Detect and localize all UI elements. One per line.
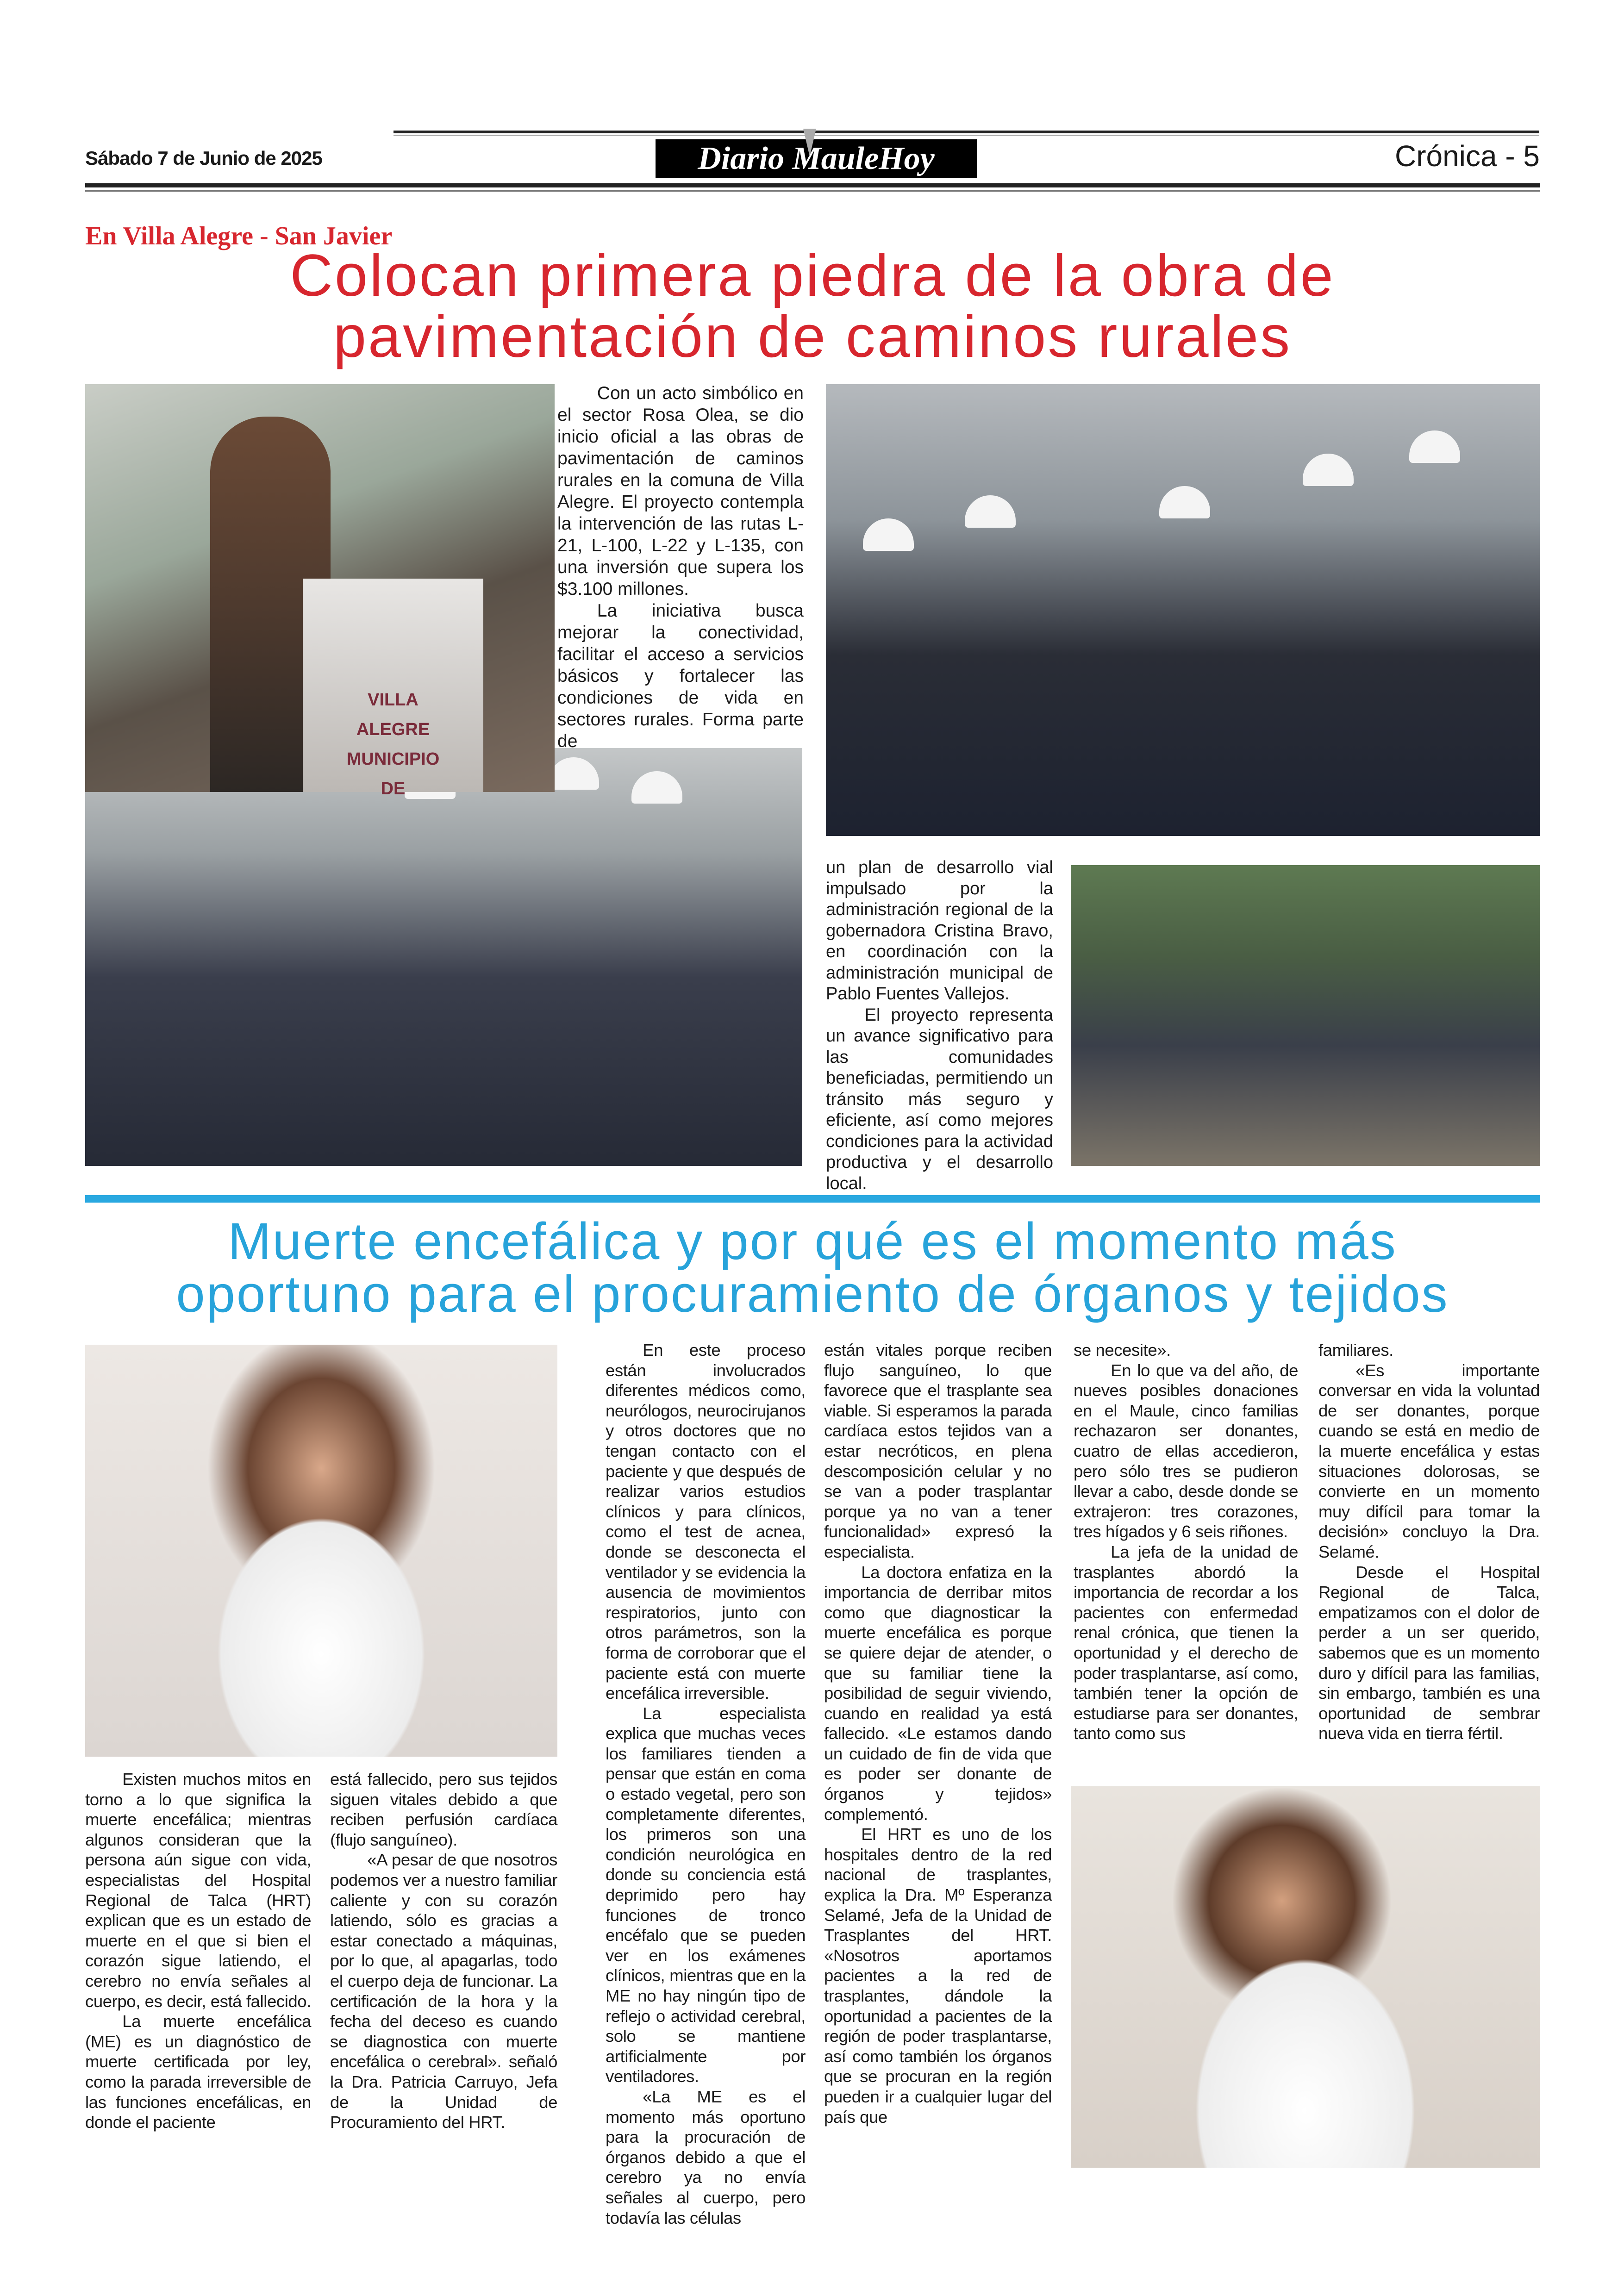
paragraph: Desde el Hospital Regional de Talca, empatizamos con el dolor de perder a un ser querido, sabemos que es un momento duro y difícil para las familias, sin embargo, también es una oportunidad de sembrar nueva vida en tierra fértil. — [1318, 1562, 1540, 1743]
article2-column-1 — [85, 1769, 311, 2172]
logo-marker-icon — [803, 129, 816, 156]
paragraph: está fallecido, pero sus tejidos siguen vitales debido a que reciben perfusión cardíaca (flujo sanguíneo). — [330, 1770, 557, 1849]
article1-column-1 — [557, 382, 804, 751]
paragraph: un plan de desarrollo vial impulsado por la administración regional de la gobernadora Cristina Bravo, en coordinación con la administración municipal de Pablo Fuentes Vallejos. — [826, 858, 1053, 1004]
helmet-shape — [631, 771, 682, 804]
masthead-top-rule — [394, 131, 1539, 133]
masthead-bottom-rule-thin — [85, 190, 1540, 192]
section-divider — [85, 1195, 1540, 1203]
masthead-bottom-rule — [85, 183, 1540, 187]
photo-speaker-at-podium — [85, 384, 555, 798]
article1-headline-line1: Colocan primera piedra de la obra de — [290, 243, 1335, 309]
paragraph: «La ME es el momento más oportuno para la procuración de órganos debido a que el cerebro ya no envía señales al cuerpo, pero todavía las células — [606, 2087, 806, 2227]
photo-doctor-portrait — [85, 1345, 557, 1757]
paragraph: están vitales porque reciben flujo sanguíneo, lo que favorece que el trasplante sea viable. Si esperamos la parada cardíaca estos tejidos van a estar necróticos, en plena descomposición celular y no se van a poder trasplantar porque ya no van a tener funcionalidad» expresó la especialista. — [824, 1341, 1052, 1561]
article1-kicker: En Villa Alegre - San Javier — [85, 222, 393, 250]
photo-group-authorities — [85, 748, 802, 1166]
article1-headline-line2: pavimentación de caminos rurales — [333, 304, 1292, 370]
article2-column-6 — [1318, 1340, 1540, 1775]
article2-column-3 — [606, 1340, 806, 2227]
issue-date: Sábado 7 de Junio de 2025 — [85, 147, 322, 169]
podium-municipal-logo-text: VILLA ALEGRE MUNICIPIO DE — [346, 690, 440, 798]
helmet-shape — [863, 518, 914, 551]
article2-headline — [85, 1212, 1540, 1323]
photo-group-hardhats-shovels — [826, 384, 1540, 836]
helmet-shape — [1303, 454, 1354, 486]
photo-audience-seated — [1071, 865, 1540, 1166]
photo-doctor-portrait-2 — [1071, 1786, 1540, 2168]
paragraph: Existen muchos mitos en torno a lo que significa la muerte encefálica; mientras algunos consideran que la persona aún sigue con vida, especialistas del Hospital Regional de Talca (HRT) explican que es un estado de muerte en el que si bien el corazón sigue latiendo, el cerebro no envía señales al cuerpo, es decir, está fallecido. — [85, 1770, 311, 2011]
helmet-shape — [1159, 486, 1210, 518]
paragraph: La jefa de la unidad de trasplantes abordó la importancia de recordar a los pacientes con enfermedad renal crónica, que tienen la oportunidad y el derecho de poder trasplantarse, así como, también tener la opción de estudiarse para ser donantes, tanto como sus — [1074, 1542, 1298, 1743]
paragraph: La especialista explica que muchas veces los familiares tienden a pensar que están en coma o estado vegetal, pero son completamente diferentes, los primeros son una condición neurológica en donde su conciencia está deprimido pero hay funciones de tronco encéfalo que se pueden ver en los exámenes clínicos, mientras que en la ME no hay ningún tipo de reflejo o actividad cerebral, solo se mantiene artificialmente por ventiladores. — [606, 1703, 806, 2086]
paragraph: La muerte encefálica (ME) es un diagnóstico de muerte certificada por ley, como la parada irreversible de las funciones encefálicas, en donde el paciente — [85, 2012, 311, 2132]
paragraph: La iniciativa busca mejorar la conectividad, facilitar el acceso a servicios básicos y fortalecer las condiciones de vida en sectores rurales. Forma parte de — [557, 601, 804, 751]
article2-column-2 — [330, 1769, 557, 2172]
helmet-shape — [548, 757, 599, 790]
municipal-podium — [303, 579, 483, 798]
newspaper-logo: Diario MauleHoy — [656, 139, 977, 178]
paragraph: familiares. — [1318, 1341, 1393, 1360]
paragraph: se necesite». — [1074, 1341, 1171, 1360]
masthead-top-rule-thin — [394, 135, 1539, 136]
paragraph: La doctora enfatiza en la importancia de derribar mitos como que diagnosticar la muerte encefálica es porque se quiere dejar de atender, o que su familiar tiene la posibilidad de seguir viviendo, cuando en realidad ya está fallecido. «Le estamos dando un cuidado de fin de vida que es poder ser donante de órganos y tejidos» complementó. — [824, 1562, 1052, 1824]
paragraph: En este proceso están involucrados diferentes médicos como, neurólogos, neurocirujanos y otros doctores que no tengan contacto con el paciente y que después de realizar varios estudios clínicos y para clínicos, como el test de acnea, donde se desconecta el ventilador y se evidencia la ausencia de movimientos respiratorios, junto con otros parámetros, son la forma de corroborar que el paciente está con muerte encefálica irreversible. — [606, 1341, 806, 1703]
paragraph: «Es importante conversar en vida la voluntad de ser donantes, porque cuando se está en medio de la muerte encefálica y estas situaciones dolorosas, se convierte en un momento muy difícil para tomar la decisión» concluyo la Dra. Selamé. — [1318, 1360, 1540, 1561]
paragraph: «A pesar de que nosotros podemos ver a nuestro familiar caliente y con su corazón latiendo, sólo es gracias a estar conectado a máquinas, por lo que, al apagarlas, todo el cuerpo deja de funcionar. La certificación de la hora y la fecha del deceso es cuando se diagnostica con muerte encefálica o cerebral». señaló la Dra. Patricia Carruyo, Jefa de la Unidad de Procuramiento del HRT. — [330, 1850, 557, 2132]
paragraph: Con un acto simbólico en el sector Rosa Olea, se dio inicio oficial a las obras de pavimentación de caminos rurales en la comuna de Villa Alegre. El proyecto contempla la intervención de las rutas L-21, L-100, L-22 y L-135, con una inversión que supera los $3.100 millones. — [557, 383, 804, 599]
section-page-label: Crónica - 5 — [1395, 139, 1540, 173]
paragraph: El HRT es uno de los hospitales dentro de la red nacional de trasplantes, explica la Dra. Mº Esperanza Selamé, Jefa de la Unidad de Trasplantes del HRT. «Nosotros aportamos pacientes a la red de trasplantes, dándole la oportunidad a pacientes de la región de poder trasplantarse, así como también los órganos que se procuran en la región pueden ir a cualquier lugar del país que — [824, 1825, 1052, 2127]
article1-column-2 — [826, 857, 1053, 1193]
article1-headline — [85, 245, 1540, 368]
helmet-shape — [965, 495, 1016, 528]
article2-column-4 — [824, 1340, 1052, 2173]
helmet-shape — [1409, 430, 1460, 463]
paragraph: En lo que va del año, de nueves posibles donaciones en el Maule, cinco familias rechazaron ser donantes, cuatro de ellas accedieron, pero sólo tres se pudieron llevar a cabo, desde donde se extrajeron: tres corazones, tres hígados y 6 seis riñones. — [1074, 1360, 1298, 1541]
article2-headline-line1: Muerte encefálica y por qué es el momento más — [228, 1212, 1397, 1270]
article2-column-5 — [1074, 1340, 1298, 1775]
paragraph: El proyecto representa un avance significativo para las comunidades beneficiadas, permitiendo un tránsito más seguro y eficiente, así como mejores condiciones para la actividad productiva y el desarrollo local. — [826, 1005, 1053, 1193]
article2-headline-line2: oportuno para el procuramiento de órganos y tejidos — [176, 1265, 1449, 1323]
